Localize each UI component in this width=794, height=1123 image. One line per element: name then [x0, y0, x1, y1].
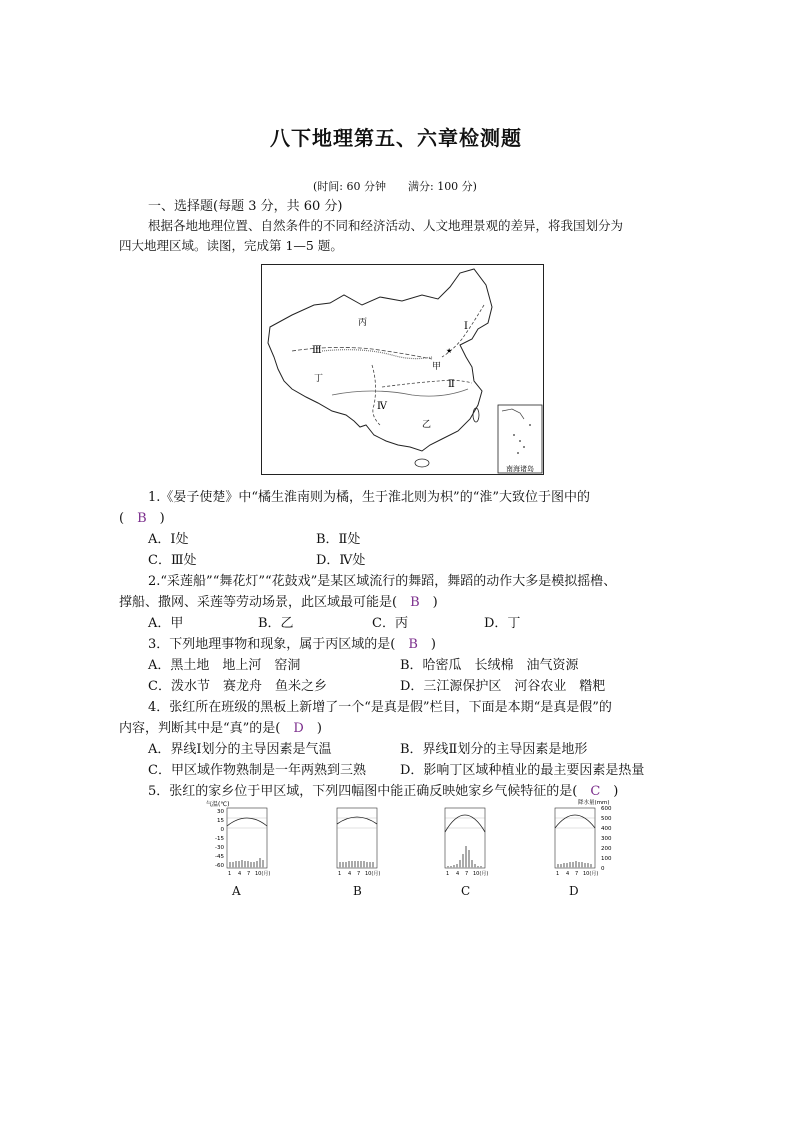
q3-option-a: A．黑土地 地上河 窑洞 [148, 658, 301, 673]
precip-tick-200: 200 [601, 846, 612, 852]
q1-option-c: C．Ⅲ处 [148, 553, 197, 568]
c-x-tick-7: 7 [465, 871, 469, 877]
temp-tick-m60: -60 [215, 863, 224, 869]
precip-tick-0: 0 [601, 866, 605, 872]
q4-option-a: A．界线Ⅰ划分的主导因素是气温 [148, 742, 332, 757]
q2-option-c: C．丙 [372, 616, 408, 631]
q4-line-2 [119, 717, 322, 736]
q4-line-1: 4．张红所在班级的黑板上新增了一个“是真是假”栏目，下面是本期“是真是假”的 [148, 700, 612, 715]
climate-chart-d [555, 808, 595, 868]
q1-answer: B [137, 511, 147, 526]
b-x-tick-10: 10(月) [365, 871, 381, 877]
precip-tick-600: 600 [601, 806, 612, 812]
intro-line-2: 四大地理区域。读图，完成第 1—5 题。 [119, 238, 343, 253]
boundary-2-label: Ⅱ [448, 379, 455, 390]
q2-answer: B [410, 595, 420, 610]
q5-paren-close: ) [600, 784, 619, 799]
boundary-3-label: Ⅲ [312, 345, 322, 356]
q5-answer: C [590, 784, 601, 799]
capital-star: ★ [446, 347, 453, 355]
q3-line-1 [148, 633, 436, 652]
climate-charts [200, 798, 620, 878]
chart-label-c: C [461, 884, 471, 898]
climate-charts-svg [200, 798, 620, 878]
temp-tick-30: 30 [217, 809, 224, 815]
region-yi-label: 乙 [422, 420, 432, 430]
temp-tick-m15: -15 [215, 836, 224, 842]
d-x-tick-10: 10(月) [583, 871, 599, 877]
inset-label: 南海诸岛 [506, 466, 534, 473]
map-drawing [262, 265, 543, 474]
chart-label-b: B [353, 884, 362, 898]
exam-meta: (时间: 60 分钟 满分: 100 分) [313, 180, 477, 193]
q1-option-d: D．Ⅳ处 [316, 553, 366, 568]
c-x-tick-1: 1 [446, 871, 450, 877]
temp-tick-m45: -45 [215, 854, 224, 860]
q5-line-1 [148, 780, 618, 799]
q3-option-b: B．哈密瓜 长绒棉 油气资源 [400, 658, 579, 673]
great-wall-line [322, 350, 432, 359]
q2-option-a: A．甲 [148, 616, 184, 631]
precip-tick-100: 100 [601, 856, 612, 862]
d-x-tick-7: 7 [575, 871, 579, 877]
q1-paren-open: ( [119, 511, 138, 526]
region-ding-label: 丁 [314, 374, 324, 384]
q4-option-c: C．甲区域作物熟制是一年两熟到三熟 [148, 763, 366, 778]
temp-tick-0: 0 [220, 827, 224, 833]
boundary-1-label: Ⅰ [464, 321, 468, 332]
b-x-tick-1: 1 [338, 871, 342, 877]
b-x-tick-7: 7 [357, 871, 361, 877]
a-x-tick-4: 4 [238, 871, 242, 877]
page-title: 八下地理第五、六章检测题 [270, 126, 522, 150]
boundary-4-label: Ⅳ [377, 401, 387, 412]
climate-chart-c [445, 808, 485, 868]
d-x-tick-1: 1 [556, 871, 560, 877]
taiwan-island [473, 408, 479, 422]
precip-tick-500: 500 [601, 816, 612, 822]
q1-option-b: B．Ⅱ处 [316, 532, 361, 547]
boundary-line-2 [382, 380, 472, 387]
climate-chart-b [337, 808, 377, 868]
precip-tick-300: 300 [601, 836, 612, 842]
d-x-tick-4: 4 [566, 871, 570, 877]
chart-label-d: D [569, 884, 579, 898]
q3-paren-close: ) [417, 637, 436, 652]
c-x-tick-10: 10(月) [473, 871, 489, 877]
q2-paren-close: ) [419, 595, 438, 610]
a-x-tick-10: 10(月) [255, 871, 271, 877]
precip-tick-400: 400 [601, 826, 612, 832]
temp-tick-15: 15 [217, 818, 224, 824]
q3-stem: 3．下列地理事物和现象，属于丙区域的是( [148, 637, 409, 652]
temp-tick-m30: -30 [215, 845, 224, 851]
precip-axis-title: 降水量(mm) [578, 800, 610, 806]
climate-chart-a [227, 808, 267, 868]
q1-paren-close: ) [146, 511, 165, 526]
q3-option-d: D．三江源保护区 河谷农业 糌粑 [400, 679, 606, 694]
q5-stem: 5．张红的家乡位于甲区域，下列四幅图中能正确反映她家乡气候特征的是( [148, 784, 591, 799]
q2-line-2 [119, 591, 438, 610]
b-x-tick-4: 4 [348, 871, 352, 877]
river-line [332, 389, 468, 396]
q1-option-a: A．Ⅰ处 [148, 532, 189, 547]
q3-option-c: C．泼水节 赛龙舟 鱼米之乡 [148, 679, 327, 694]
inset-box [498, 405, 542, 473]
q2-option-d: D．丁 [484, 616, 521, 631]
chart-label-a: A [232, 884, 241, 898]
q4-paren-close: ) [303, 721, 322, 736]
q2-option-b: B．乙 [258, 616, 294, 631]
q4-answer: D [293, 721, 304, 736]
q4-option-d: D．影响丁区域种植业的最主要因素是热量 [400, 763, 645, 778]
q2-stem-end: 撑船、撒网、采莲等劳动场景，此区域最可能是( [119, 595, 411, 610]
a-x-tick-7: 7 [247, 871, 251, 877]
region-jia-label: 甲 [432, 362, 442, 372]
boundary-line-4 [372, 365, 380, 425]
q2-line-1: 2.“采莲船”“舞花灯”“花鼓戏”是某区域流行的舞蹈，舞蹈的动作大多是模拟摇橹、 [148, 574, 617, 589]
q4-stem-end: 内容，判断其中是“真”的是( [119, 721, 294, 736]
q3-answer: B [408, 637, 418, 652]
section-heading: 一、选择题(每题 3 分，共 60 分) [148, 199, 343, 214]
q1-line-1: 1.《晏子使楚》中“橘生淮南则为橘，生于淮北则为枳”的“淮”大致位于图中的 [148, 490, 590, 505]
temp-axis-title: 气温(℃) [206, 801, 230, 808]
china-regions-map [261, 264, 544, 475]
q1-line-2 [119, 507, 165, 526]
hainan-island [415, 459, 429, 467]
q4-option-b: B．界线Ⅱ划分的主导因素是地形 [400, 742, 588, 757]
intro-line-1: 根据各地地理位置、自然条件的不同和经济活动、人文地理景观的差异，将我国划分为 [148, 218, 624, 233]
country-outline [268, 269, 492, 451]
c-x-tick-4: 4 [456, 871, 460, 877]
a-x-tick-1: 1 [228, 871, 232, 877]
region-bing-label: 丙 [358, 318, 368, 328]
